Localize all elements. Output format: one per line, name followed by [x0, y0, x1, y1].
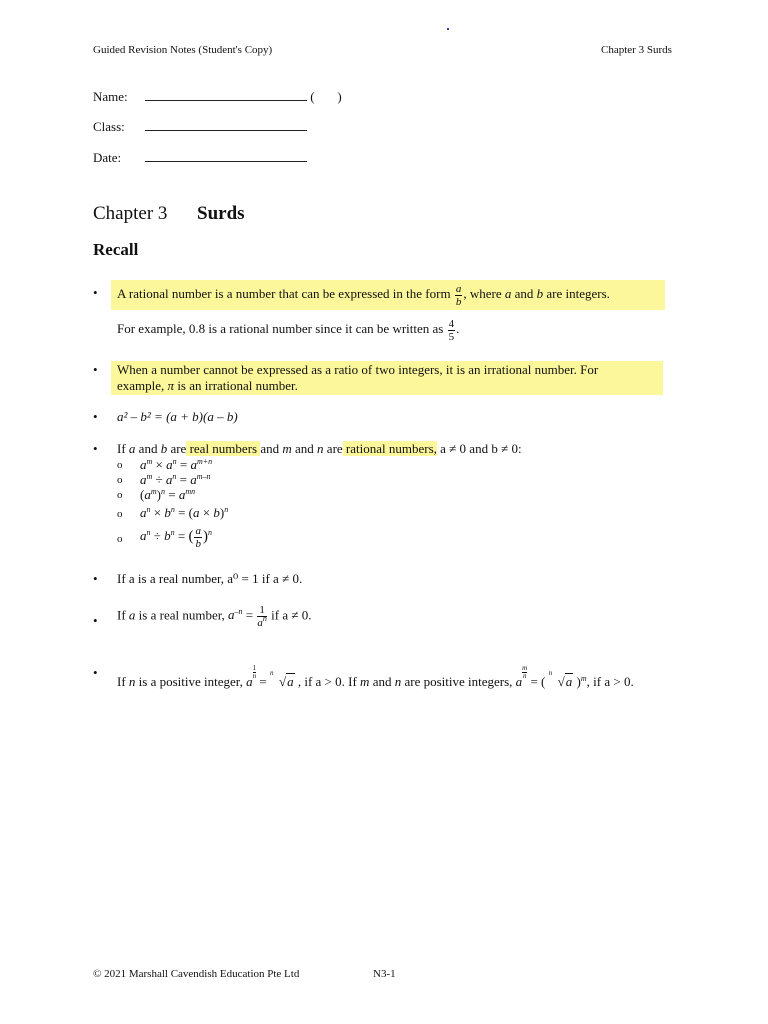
bullet: • [93, 441, 98, 456]
highlight-rational-numbers: rational numbers, [343, 441, 437, 456]
bullet: • [93, 665, 98, 680]
date-line[interactable] [145, 149, 307, 162]
chapter-number: Chapter 3 [93, 203, 168, 224]
rational-definition: A rational number is a number that can be expressed in the form $\frac{a}{b}$ , where a and b are integers. [117, 282, 610, 308]
law-power-of-quotient: $a^n \div b^n$ = ( $\frac{a}{b}$ )$^n$ [140, 525, 212, 550]
zero-index-law: If a is a real number, a⁰ = 1 if a ≠ 0. [117, 571, 303, 586]
bullet: • [93, 571, 98, 586]
laws-intro: If a and b are real numbers and m and n are rational numbers, a ≠ 0 and b ≠ 0: [117, 441, 522, 456]
law-divide: $a^m \div a^n = a^{m-n}$ [140, 472, 211, 487]
rational-example: For example, 0.8 is a rational number since it can be written as $\frac{4}{5}$ . [117, 317, 460, 343]
sub-bullet: o [117, 533, 123, 545]
bullet: • [93, 613, 98, 628]
class-label: Class: [93, 119, 125, 134]
marker-dot [447, 28, 449, 30]
sub-bullet: o [117, 459, 123, 471]
section-heading: Recall [93, 240, 139, 259]
chapter-title: Surds [197, 203, 245, 224]
name-index-paren: ( ) [310, 89, 342, 104]
name-line[interactable] [145, 88, 307, 101]
date-field [93, 149, 307, 166]
sub-bullet: o [117, 474, 123, 486]
difference-of-squares: a² – b² = (a + b)(a – b) [117, 409, 238, 424]
fractional-index-law: If n is a positive integer, a $\frac{1}{n}$ = n √a , if a > 0. If m and n are positive integers, a $\frac{m}{n}$ = ( n √a )$^m$, if a > 0. [117, 664, 634, 689]
law-power-of-product: $a^n \times b^n = (a \times b)^n$ [140, 505, 229, 520]
class-line[interactable] [145, 118, 307, 131]
name-label: Name: [93, 89, 128, 104]
bullet: • [93, 409, 98, 424]
footer-page-number: N3-1 [373, 968, 396, 980]
chapter-heading [93, 203, 245, 225]
footer-copyright: © 2021 Marshall Cavendish Education Pte Ltd [93, 968, 300, 980]
sub-bullet: o [117, 508, 123, 520]
bullet: • [93, 285, 98, 300]
highlight-real-numbers: real numbers [186, 441, 260, 456]
irrational-definition: When a number cannot be expressed as a ratio of two integers, it is an irrational number. For example, π is an irrational number. [117, 362, 599, 393]
negative-index-law: If a is a real number, $a^{-n}$ = $\frac{1}{a^n}$ if a ≠ 0. [117, 604, 312, 629]
header-right: Chapter 3 Surds [601, 44, 672, 56]
fraction-four-fifths: $\frac{4}{5}$ [448, 317, 455, 343]
date-label: Date: [93, 150, 122, 165]
fraction-a-over-b: $\frac{a}{b}$ [455, 282, 462, 308]
class-field [93, 118, 307, 135]
sub-bullet: o [117, 489, 123, 501]
law-power-of-power: $(a^m)^n = a^{mn}$ [140, 487, 196, 502]
header-left: Guided Revision Notes (Student's Copy) [93, 44, 273, 56]
law-multiply: $a^m \times a^n = a^{m+n}$ [140, 457, 213, 472]
bullet: • [93, 362, 98, 377]
name-field [93, 88, 342, 105]
